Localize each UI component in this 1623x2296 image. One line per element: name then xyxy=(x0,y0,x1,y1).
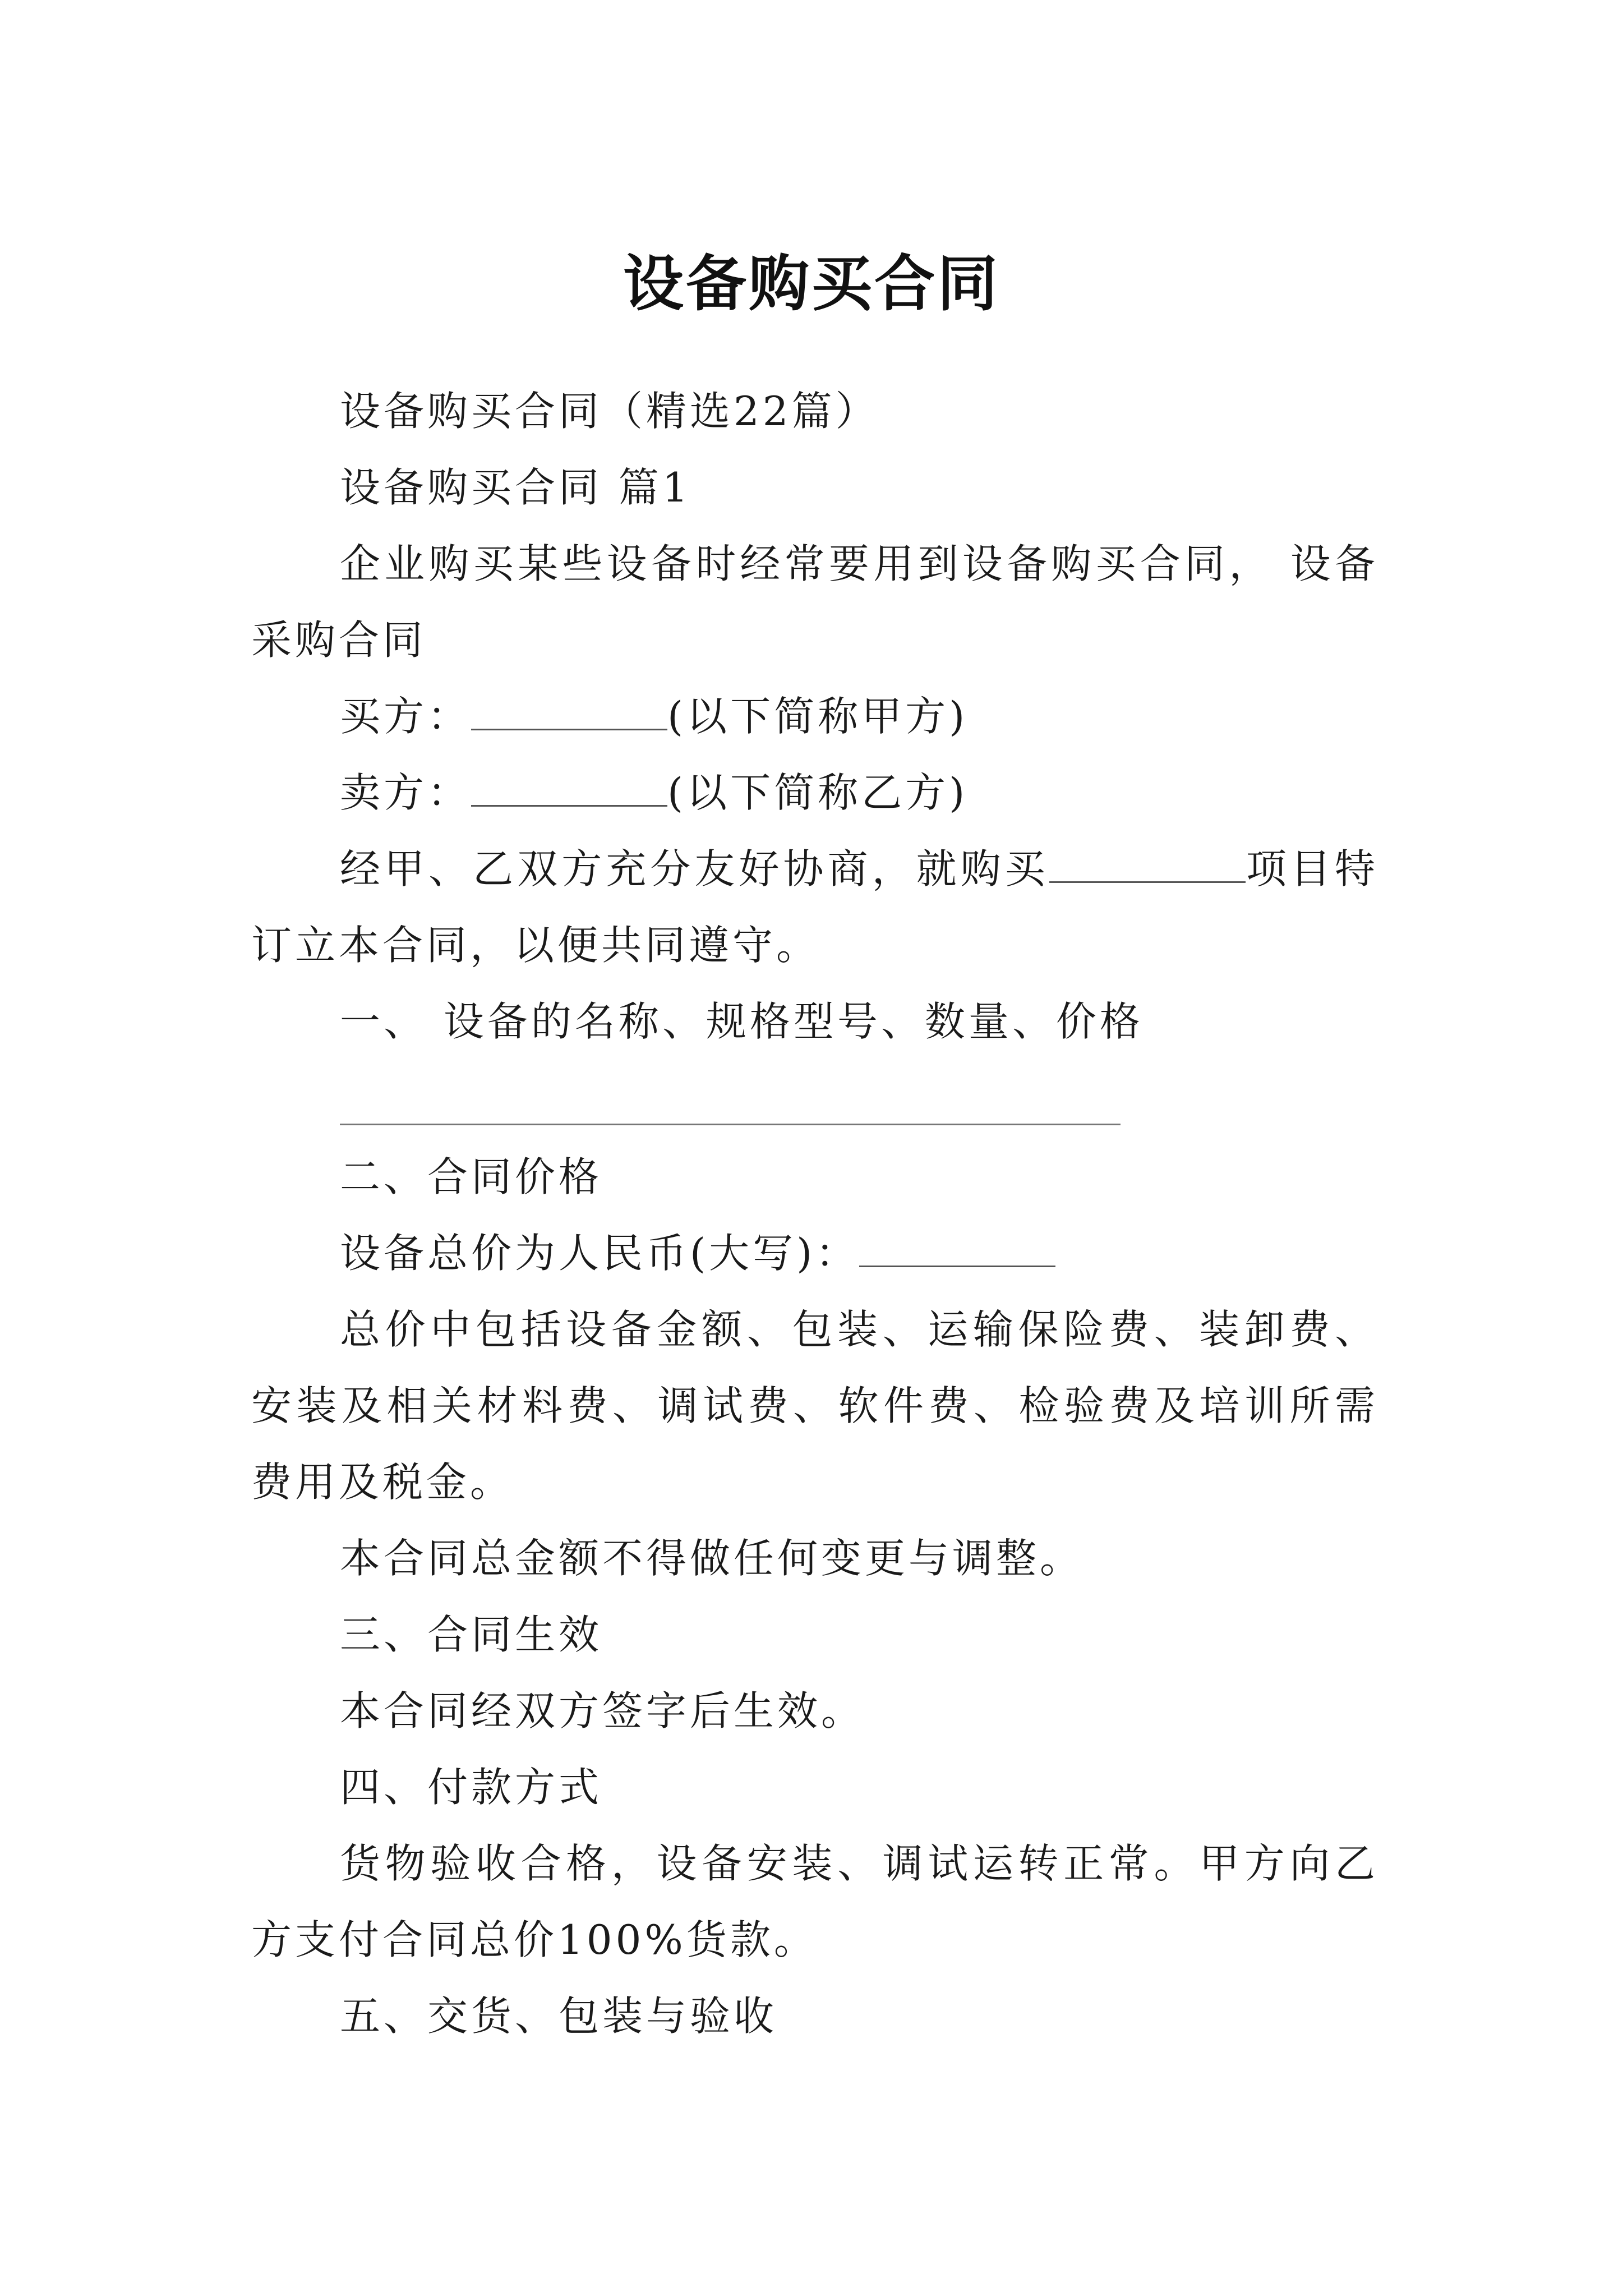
total-price-label: 设备总价为人民币(大写)： xyxy=(340,1230,860,1277)
project-blank xyxy=(1049,848,1246,883)
seller-note: (以下简称乙方) xyxy=(667,769,969,816)
agreement-text-end: 项目特订立本合同，以便共同遵守。 xyxy=(251,845,1378,969)
buyer-blank xyxy=(471,695,667,730)
payment-paragraph: 货物验收合格，设备安装、调试运转正常。甲方向乙方支付合同总价100%货款。 xyxy=(251,1840,1378,1963)
total-price-line xyxy=(251,1215,1378,1291)
section-1-heading: 一、 设备的名称、规格型号、数量、价格 xyxy=(340,998,1144,1045)
seller-blank xyxy=(471,771,667,807)
seller-line xyxy=(251,754,1378,831)
seller-label: 卖方： xyxy=(340,769,472,816)
effective-paragraph: 本合同经双方签字后生效。 xyxy=(340,1687,865,1734)
buyer-label: 买方： xyxy=(340,693,472,740)
no-change-paragraph: 本合同总金额不得做任何变更与调整。 xyxy=(340,1535,1084,1582)
price-includes-paragraph: 总价中包括设备金额、包装、运输保险费、装卸费、安装及相关材料费、调试费、软件费、检验费及培训所需费用及税金。 xyxy=(251,1306,1378,1506)
intro-paragraph: 企业购买某些设备时经常要用到设备购买合同， 设备采购合同 xyxy=(251,540,1378,664)
document-title: 设备购买合同 xyxy=(623,249,1000,320)
buyer-line xyxy=(251,678,1378,754)
agreement-paragraph xyxy=(251,831,1378,983)
section-heading-part-1: 设备购买合同 篇1 xyxy=(340,464,691,511)
section-3-heading: 三、合同生效 xyxy=(340,1611,603,1658)
agreement-text-start: 经甲、乙双方充分友好协商，就购买 xyxy=(340,845,1049,892)
section-5-heading: 五、交货、包装与验收 xyxy=(340,1993,778,2040)
section-4-heading: 四、付款方式 xyxy=(340,1764,603,1811)
total-price-blank xyxy=(859,1232,1055,1267)
equipment-details-blank xyxy=(340,1124,1121,1125)
subtitle-selection: 设备购买合同（精选22篇） xyxy=(340,388,879,435)
buyer-note: (以下简称甲方) xyxy=(667,693,969,740)
section-2-heading: 二、合同价格 xyxy=(340,1153,603,1200)
